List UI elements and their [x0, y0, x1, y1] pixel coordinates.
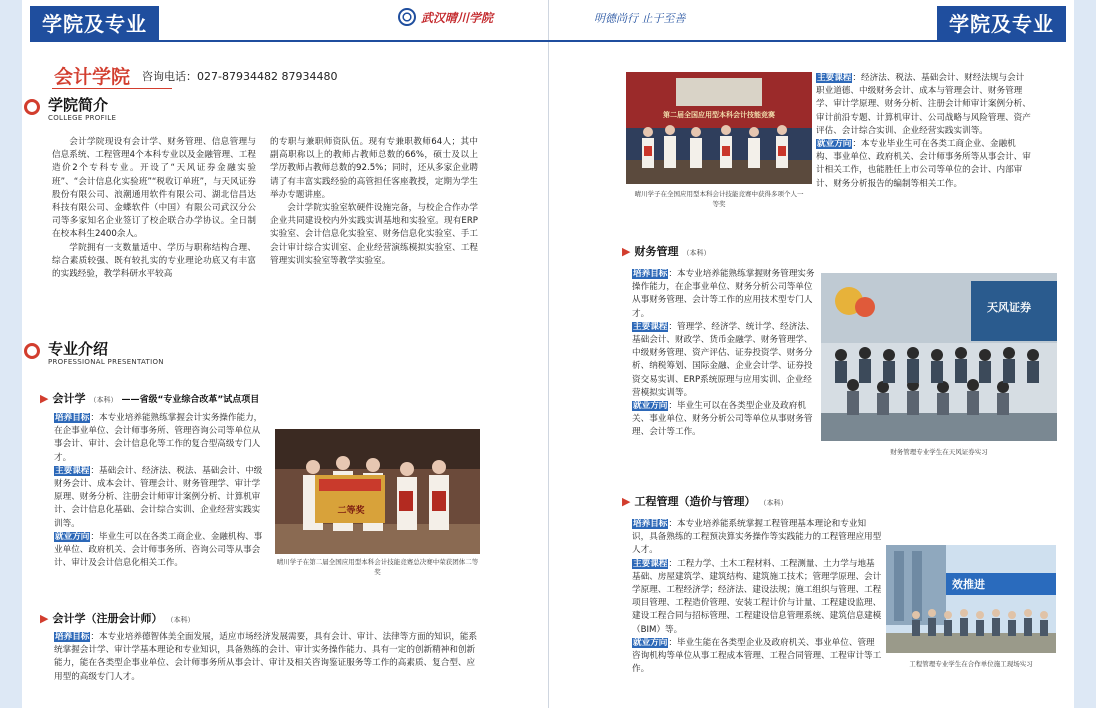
left-header-tab: 学院及专业: [30, 6, 159, 42]
intro-paragraph-3: 会计学院实验室软硬件设施完备，与校企合作办学企业共同建设校内外实践实训基地和实验室。现有ERP实验室、会计信息化实验室、财务信息化实验室、手工会计审计综合实训室、企业经营演练模拟实验室、工程管理实训实验室等教学实验室。: [270, 203, 478, 266]
major-finance-courses: ：管理学、经济学、统计学、经济法、基础会计、财政学、货币金融学、财务管理学、中级财务管理、资产评估、证券投资学、财务分析、纳税筹划、国际金融、企业会计学、证券投资交易实训、ERP系统原理与应用实训、企业经营模拟实训等。: [632, 321, 815, 398]
major-accounting-title: 会计学: [52, 392, 86, 405]
major-cpa-goal: ：本专业培养德智体美全面发展，适应市场经济发展需要，具有会计、审计、法律等方面的知识，能系统掌握会计学、审计学基本理论和专业知识，具备熟练的会计、审计实务操作能力、具有一定的创新精神和创新能力，能在各类型企事业单位、会计师事务所从事会计、审计及相关咨询鉴证服务等工作的高素质、复合型、应用型的高级专门人才。: [54, 632, 478, 682]
cpa-courses: ：经济法、税法、基础会计、财经法规与会计职业道德、中级财务会计、成本与管理会计、财务管理学、审计学原理、财务分析、注册会计师审计案例分析、审计前沿专题、计算机审计、公司战略与风险管理、资产评估、会计综合实训、企业经营实践实训等。: [816, 73, 1031, 136]
construction-photo-banner: 效推进: [952, 578, 985, 591]
award-photo-caption: 晴川学子在第二届全国应用型本科会计技能竞赛总决赛中荣获团体二等奖: [276, 558, 479, 576]
internship-photo: [821, 273, 1057, 441]
section-ring-icon: [24, 99, 40, 115]
triangle-bullet-icon: ▶: [622, 495, 631, 508]
career-label: 就业方向: [55, 531, 90, 542]
goal-label: 培养目标: [633, 519, 668, 529]
right-page: [548, 0, 1096, 708]
internship-photo-banner: 天风证券: [987, 301, 1031, 314]
major-cpa-tag: （本科）: [166, 616, 195, 624]
school-motto: 明德尚行 止于至善: [594, 12, 686, 25]
major-finance-head: [622, 243, 710, 259]
courses-label: 主要课程: [633, 321, 668, 332]
intro-section-head: [24, 96, 116, 122]
major-engineering-career: ：毕业生能在各类型企业及政府机关、事业单位、管理咨询机构等单位从事工程成本管理、工程合同管理、工程审计等工作。: [632, 637, 882, 675]
career-label: 就业方向: [633, 401, 668, 412]
major-cpa-title: 会计学（注册会计师）: [52, 612, 163, 625]
majors-title: 专业介绍: [48, 340, 109, 358]
award-photo: [275, 429, 480, 554]
construction-photo-caption: 工程管理专业学生在合作单位施工现场实习: [909, 660, 1033, 668]
major-accounting-head: [40, 390, 259, 406]
section-ring-icon: [24, 343, 40, 359]
major-engineering-goal: ：本专业培养能系统掌握工程管理基本理论和专业知识，具备熟练的工程预决算实务操作等实践能力的工程管理应用型人才。: [632, 519, 882, 556]
cpa-continued-body: [816, 72, 1032, 191]
major-engineering-courses: ：工程力学、土木工程材料、工程测量、土力学与地基基础、房屋建筑学、建筑结构、建筑施工技术；管理学原理、会计学原理、工程经济学；经济法、建设法规；施工组织与管理、工程项目管理、工程造价管理、安装工程计价与计量、工程建设监理、建设工程合同与招标管理、工程建设信息管理系统、建筑信息建模（BIM）等。: [632, 558, 882, 635]
internship-photo-caption: 财务管理专业学生在天风证券实习: [890, 448, 988, 456]
major-accounting-goal: ：本专业培养能熟练掌握会计实务操作能力，在企事业单位、会计师事务所、管理咨询公司等单位从事会计、审计、会计信息化等工作的复合型高级专门人才。: [54, 413, 263, 463]
intro-paragraph-2b: 的专职与兼职师资队伍。现有专兼职教师64人；其中副高职称以上的教师占教师总数的66%，硕士及以上学历教师占教师总数的92.5%；同时，还从多家企业聘请了有丰富实践经验的高管担任客座教授，定期为学生举办专题讲座。: [270, 137, 478, 200]
intro-column-2: [270, 136, 478, 268]
major-finance-career: ：毕业生可以在各类型企业及政府机关、事业单位、财务分析公司等单位从事财务管理、会计等工作。: [632, 401, 813, 438]
major-engineering-body: [632, 518, 882, 676]
intro-paragraph-1: 会计学院现设有会计学、财务管理、信息管理与信息系统、工程管理4个本科专业以及金融管理、工程造价2个专科专业。开设了“天风证券金融实验班”、“会计信息化实验班”“税收订单班”，与天风证券股份有限公司、浪潮通用软件有限公司、湖北信昌达科技有限公司、金蝶软件（中国）有限公司武汉分公司等多家知名企业签订了校企联合办学协议。全日制在校本科生2400余人。: [52, 137, 256, 240]
major-engineering-title: 工程管理（造价与管理）: [634, 495, 756, 508]
cpa-career: ：本专业毕业生可在各类工商企业、金融机构、事业单位、政府机关、会计师事务所等从事会计、审计相关工作，也能胜任上市公司等单位的会计、内部审计、财务分析报告的编制等相关工作。: [816, 139, 1031, 189]
career-label: 就业方向: [817, 139, 852, 150]
major-finance-tag: （本科）: [682, 249, 711, 257]
major-finance-body: [632, 268, 816, 440]
triangle-bullet-icon: ▶: [622, 245, 631, 258]
goal-label: 培养目标: [55, 632, 90, 642]
major-finance-goal: ：本专业培养能熟练掌握财务管理实务操作能力，在企事业单位、财务分析公司等单位从事财务管理、会计等工作的应用技术型专门人才。: [632, 269, 815, 319]
triangle-bullet-icon: ▶: [40, 612, 49, 625]
right-header-tab: 学院及专业: [937, 6, 1066, 42]
page-fold-line: [548, 0, 549, 708]
major-accounting-tag: （本科）: [89, 396, 118, 404]
intro-title-en: COLLEGE PROFILE: [48, 114, 117, 122]
goal-label: 培养目标: [633, 269, 668, 279]
major-engineering-tag: （本科）: [759, 499, 788, 507]
goal-label: 培养目标: [55, 413, 90, 423]
major-accounting-courses: ：基础会计、经济法、税法、基础会计、中级财务会计、成本会计、管理会计、财务管理学、审计学原理、财务分析、注册会计师审计案例分析、计算机审计、会计信息化基础、会计综合实训、企业经营实践实训等。: [54, 465, 263, 529]
college-phone: 咨询电话：027-87934482 87934480: [142, 70, 338, 83]
intro-title: 学院简介: [48, 96, 109, 114]
majors-section-head: [24, 340, 164, 366]
major-accounting-career: ：毕业生可以在各类工商企业、金融机构、事业单位、政府机关、会计师事务所、咨询公司等从事会计、审计及会计信息化相关工作。: [54, 531, 263, 569]
competition-photo-caption: 晴川学子在全国应用型本科会计技能竞赛中获得多项个人一等奖: [634, 190, 804, 208]
intro-column-1: [52, 136, 256, 281]
left-edge-bar: [0, 0, 22, 708]
major-cpa-body: [54, 631, 482, 684]
major-accounting-subtitle: ——省级“专业综合改革”试点项目: [121, 395, 260, 405]
award-photo-banner: 二等奖: [337, 506, 365, 516]
construction-photo: [886, 545, 1056, 653]
competition-photo-banner: 第二届全国应用型本科会计技能竞赛: [663, 111, 775, 119]
career-label: 就业方向: [633, 637, 668, 648]
majors-title-en: PROFESSIONAL PRESENTATION: [48, 358, 164, 366]
courses-label: 主要课程: [55, 465, 90, 476]
major-cpa-head: [40, 610, 194, 626]
right-header-rule: [548, 40, 1066, 42]
triangle-bullet-icon: ▶: [40, 392, 49, 405]
major-accounting-body: [54, 412, 266, 570]
major-finance-title: 财务管理: [634, 245, 679, 258]
competition-photo: [626, 72, 812, 184]
courses-label: 主要课程: [633, 558, 668, 569]
left-header-rule: [30, 40, 548, 42]
intro-paragraph-2a: 学院拥有一支数量适中、学历与职称结构合理、综合素质较强、既有较扎实的专业理论功底又有丰富的实践经验，教学科研水平较高: [52, 242, 256, 280]
right-edge-bar: [1074, 0, 1096, 708]
major-engineering-head: [622, 493, 787, 509]
courses-label: 主要课程: [817, 73, 852, 83]
school-emblem-icon: [398, 8, 416, 26]
college-title-underline: [52, 88, 172, 89]
college-name: 会计学院: [54, 66, 131, 88]
school-logo-text: 武汉晴川学院: [421, 10, 494, 25]
school-logo: [398, 8, 493, 26]
